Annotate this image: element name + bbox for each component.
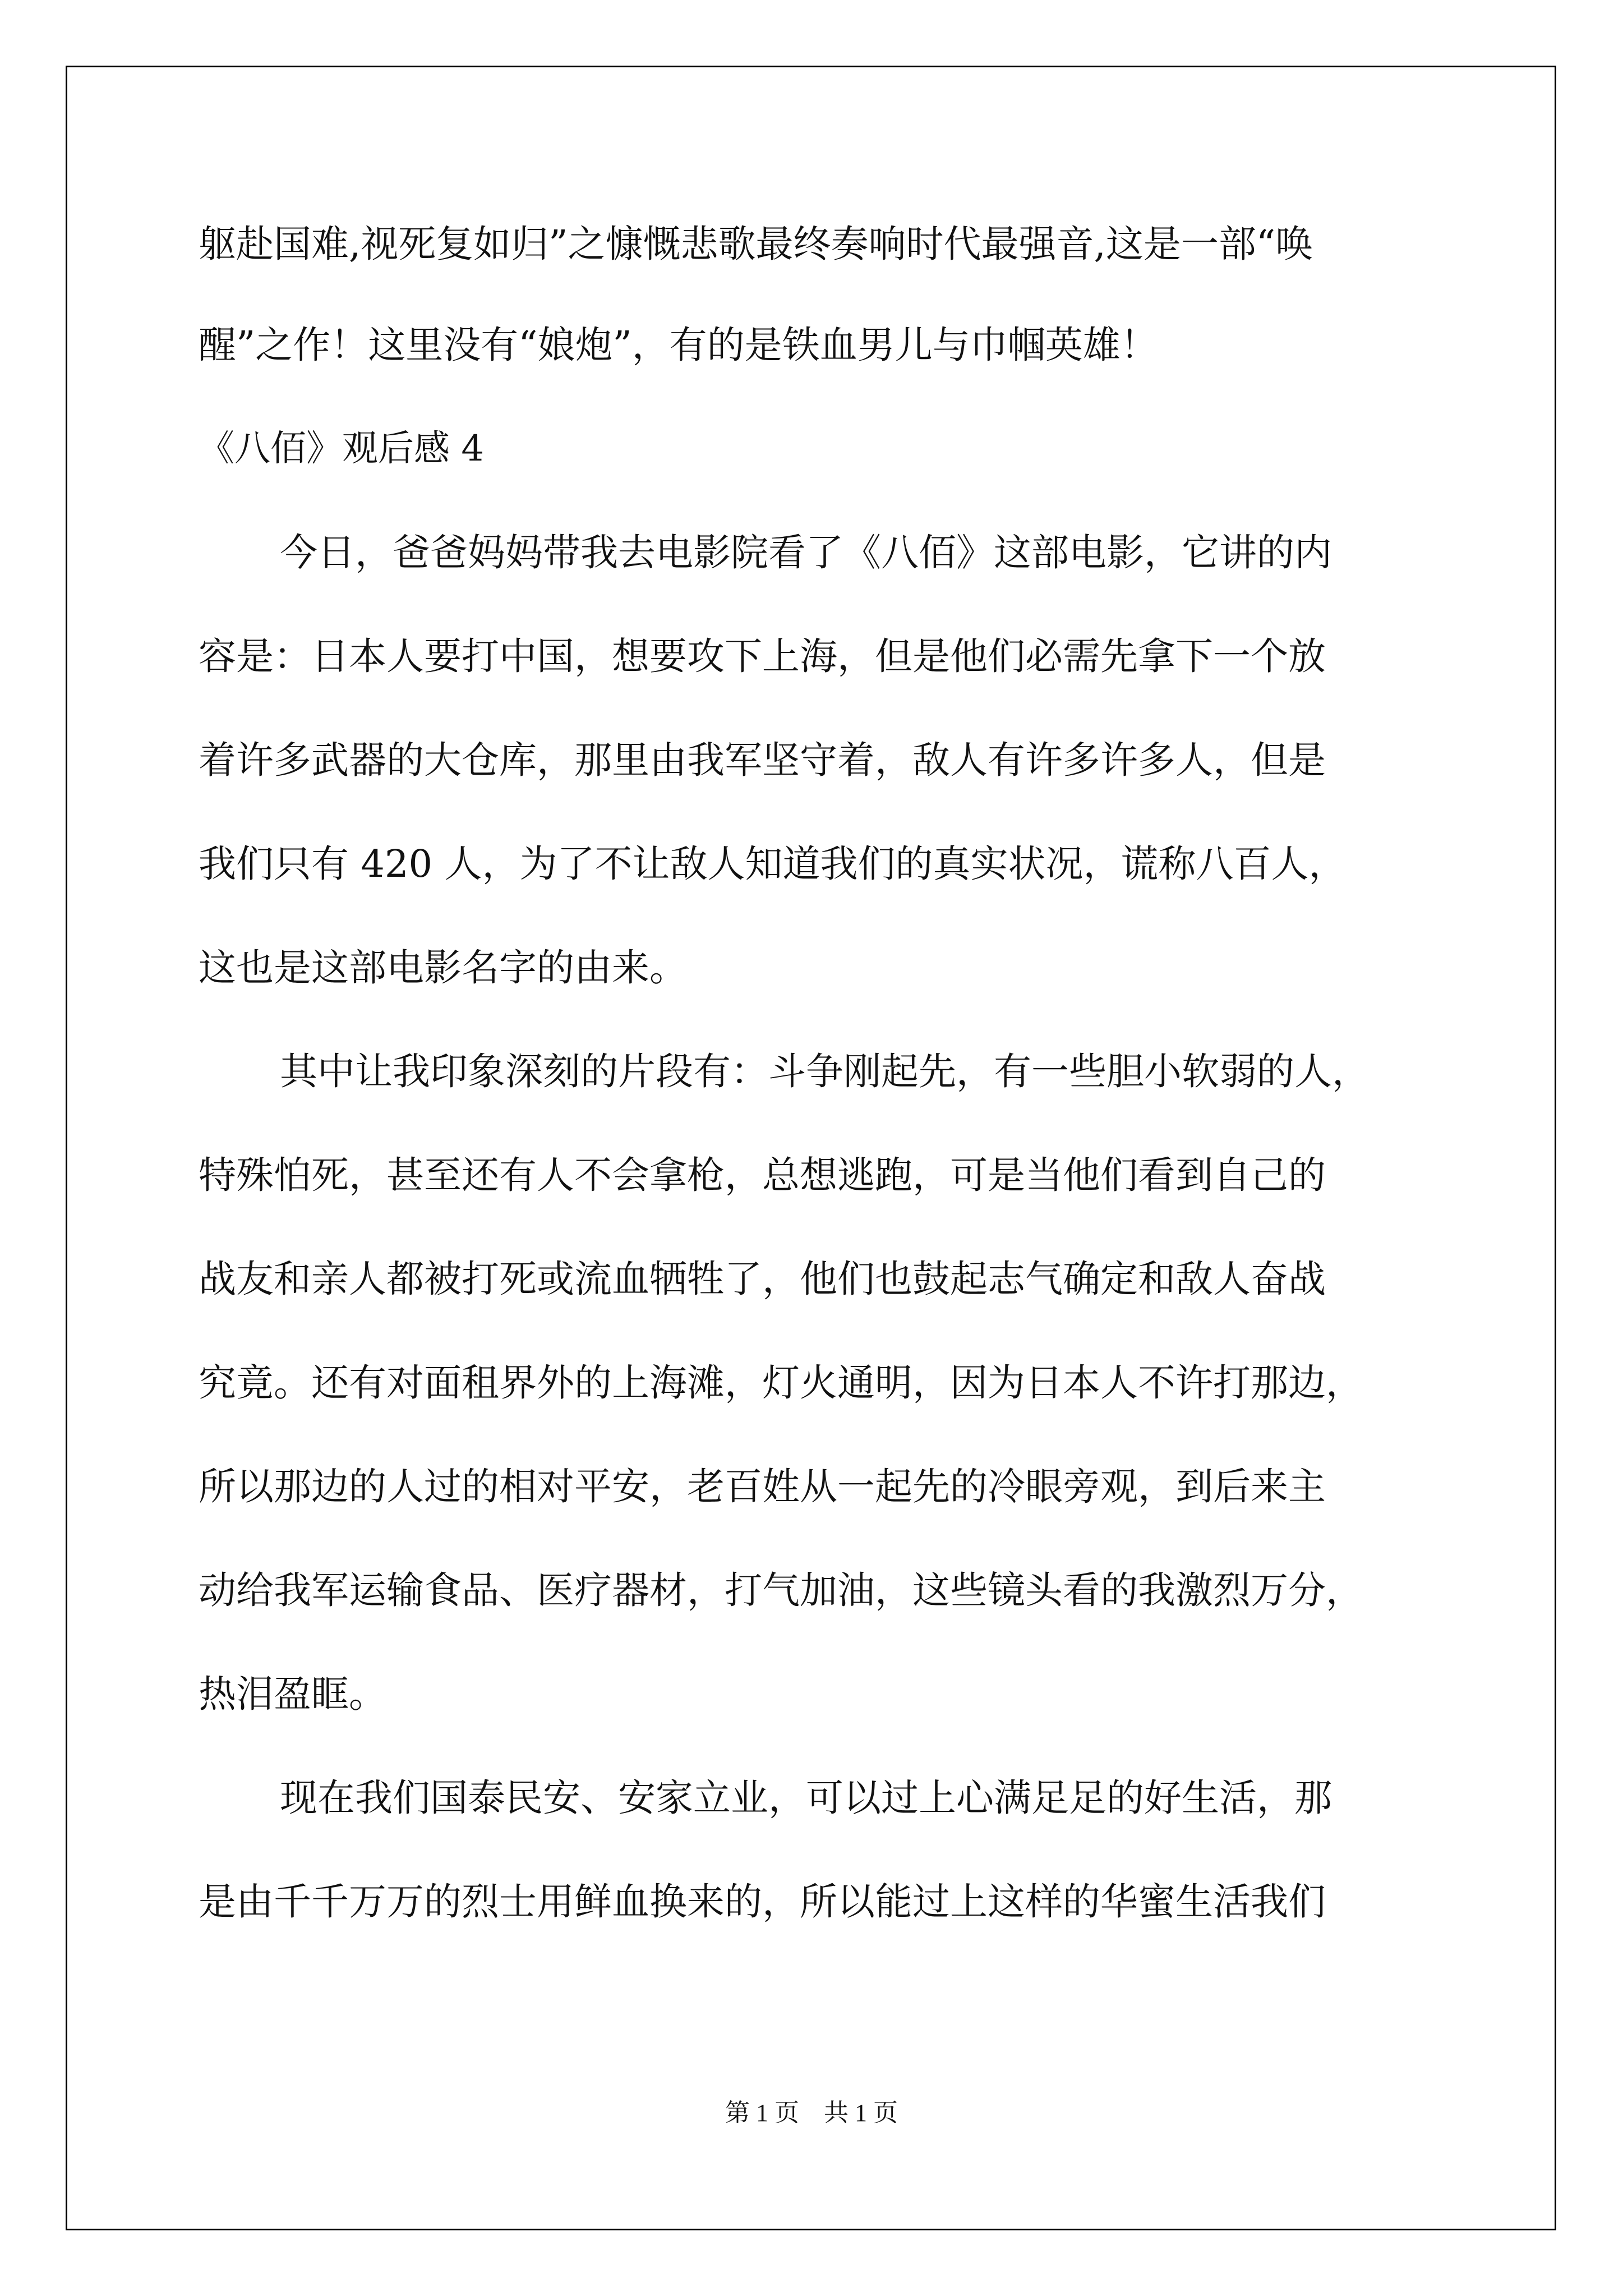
paragraph-first-line: 其中让我印象深刻的片段有：斗争刚起先，有一些胆小软弱的人， [280,1050,1370,1093]
text-line: 动给我军运输食品、医疗器材，打气加油，这些镜头看的我激烈万分， [199,1568,1363,1612]
text-line: 特殊怕死，甚至还有人不会拿枪，总想逃跑，可是当他们看到自己的 [199,1153,1326,1197]
text-line: 战友和亲人都被打死或流血牺牲了，他们也鼓起志气确定和敌人奋战 [199,1257,1326,1301]
text-line: 容是：日本人要打中国，想要攻下上海，但是他们必需先拿下一个放 [199,634,1326,678]
text-line: 究竟。还有对面租界外的上海滩，灯火通明，因为日本人不许打那边， [199,1361,1363,1405]
text-line: 所以那边的人过的相对平安，老百姓从一起先的冷眼旁观，到后来主 [199,1465,1326,1508]
section-title: 《八佰》观后感 4 [199,428,485,470]
text-line: 这也是这部电影名字的由来。 [199,946,687,990]
text-line: 我们只有 420 人，为了不让敌人知道我们的真实状况，谎称八百人， [199,842,1347,886]
paragraph-first-line: 现在我们国泰民安、安家立业，可以过上心满足足的好生活，那 [280,1776,1332,1820]
text-line: 是由千千万万的烈士用鲜血换来的，所以能过上这样的华蜜生活我们 [199,1880,1326,1924]
text-line: 热泪盈眶。 [199,1672,386,1716]
text-line: 躯赴国难,视死复如归”之慷慨悲歌最终奏响时代最强音,这是一部“唤 [199,222,1313,266]
paragraph-first-line: 今日，爸爸妈妈带我去电影院看了《八佰》这部电影，它讲的内 [280,531,1332,574]
text-line: 着许多武器的大仓库，那里由我军坚守着，敌人有许多许多人，但是 [199,738,1326,782]
page-footer: 第 1 页 共 1 页 [725,2099,898,2127]
text-line: 醒”之作！这里没有“娘炮”，有的是铁血男儿与巾帼英雄！ [199,323,1158,367]
